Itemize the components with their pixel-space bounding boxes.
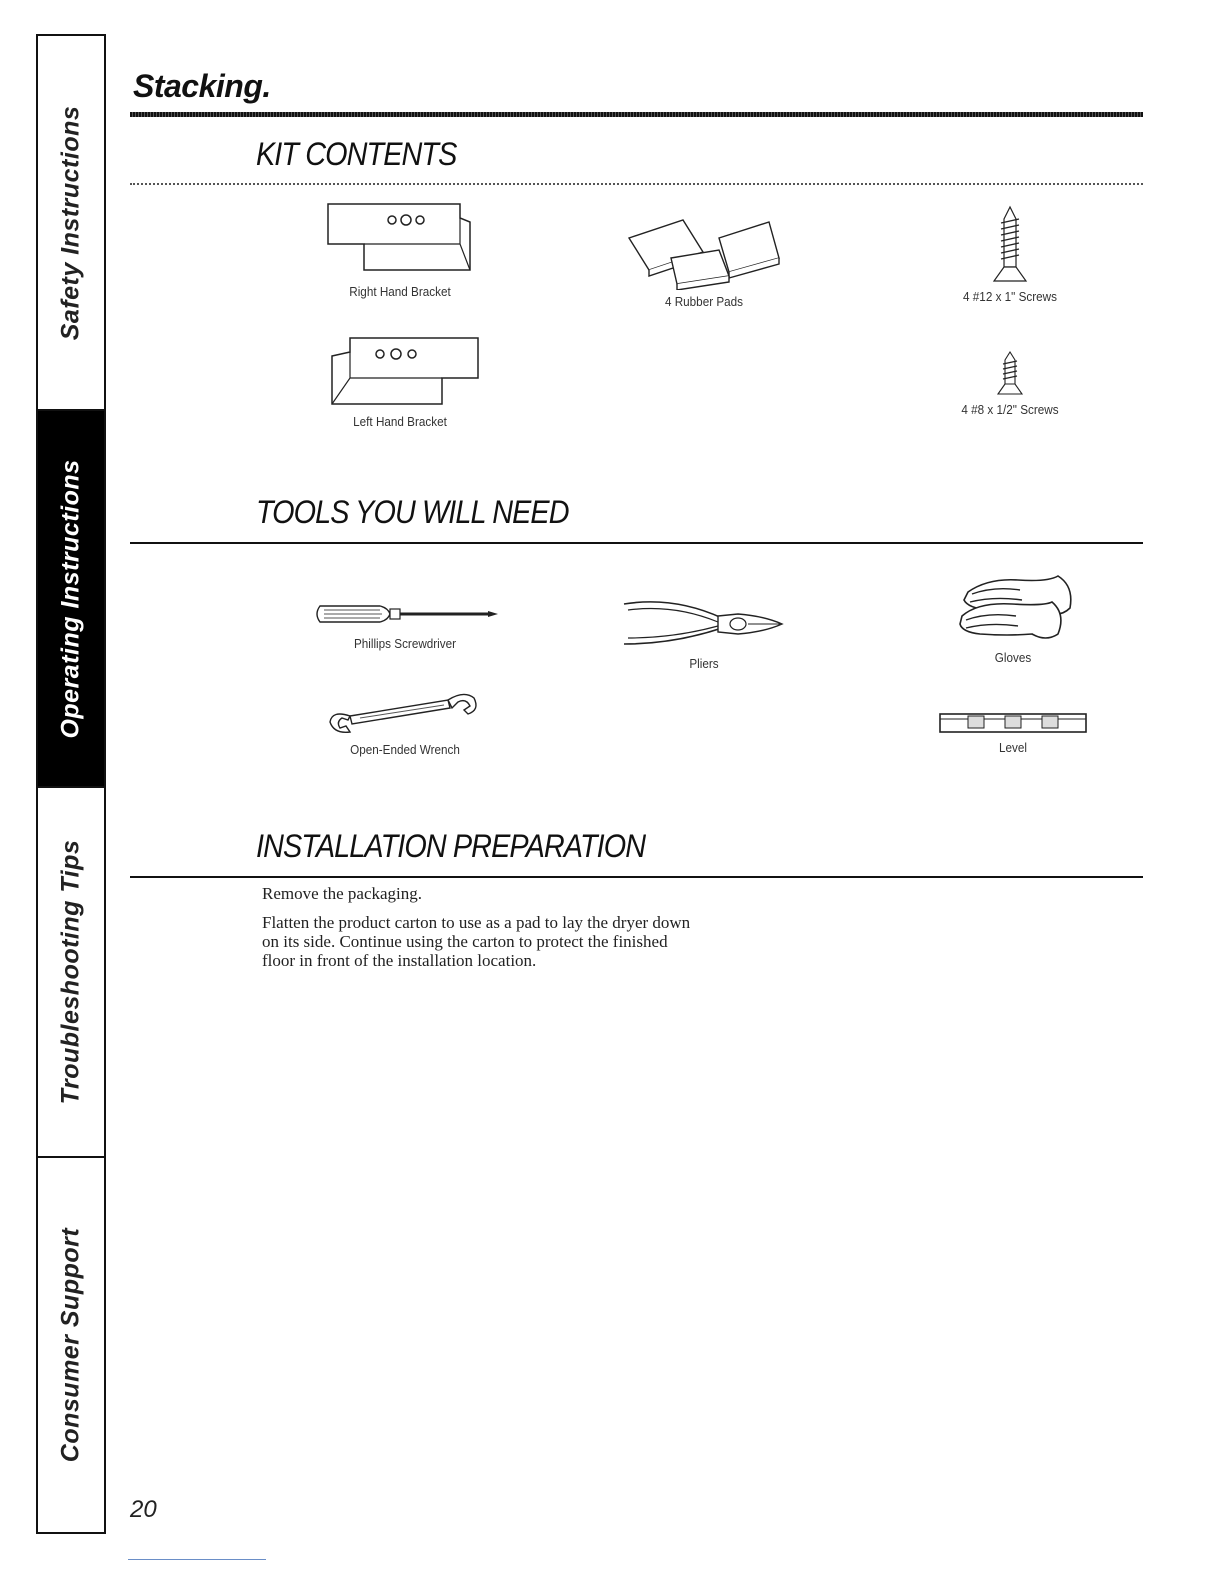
right-hand-bracket-caption: Right Hand Bracket [349, 284, 451, 299]
tab-label: Safety Instructions [56, 105, 85, 340]
gloves-icon [948, 572, 1078, 646]
left-hand-bracket-icon [320, 334, 480, 410]
tab-safety-instructions[interactable] [38, 36, 104, 411]
footer-line [128, 1559, 266, 1560]
pliers-item [608, 592, 800, 671]
level-item [930, 710, 1096, 755]
tab-consumer-support[interactable] [38, 1158, 104, 1532]
screwdriver-caption: Phillips Screwdriver [353, 636, 457, 651]
kit-contents-heading: KIT CONTENTS [256, 136, 457, 172]
pliers-icon [614, 592, 794, 652]
right-hand-bracket-item [310, 200, 490, 299]
tools-divider [130, 542, 1143, 544]
tab-troubleshooting-tips[interactable] [38, 788, 104, 1158]
small-screws-item [920, 350, 1100, 417]
level-caption: Level [999, 740, 1027, 755]
rubber-pads-item [612, 212, 796, 309]
tab-label: Operating Instructions [56, 458, 85, 739]
kit-contents-divider [130, 183, 1143, 185]
tab-operating-instructions[interactable] [38, 411, 104, 788]
title-divider [130, 112, 1143, 117]
wrench-caption: Open-Ended Wrench [350, 742, 460, 757]
gloves-item [930, 572, 1096, 665]
tools-heading: TOOLS YOU WILL NEED [256, 494, 569, 530]
left-hand-bracket-item [310, 334, 490, 429]
pliers-caption: Pliers [689, 656, 719, 671]
installation-body [262, 884, 692, 980]
page-title: Stacking. [133, 68, 271, 104]
tab-label: Consumer Support [56, 1227, 85, 1463]
phillips-screwdriver-item [305, 596, 505, 651]
tab-label: Troubleshooting Tips [56, 839, 85, 1105]
large-screws-item [920, 205, 1100, 304]
installation-heading: INSTALLATION PREPARATION [256, 828, 646, 864]
installation-divider [130, 876, 1143, 878]
left-hand-bracket-caption: Left Hand Bracket [353, 414, 447, 429]
page-number: 20 [130, 1496, 157, 1523]
open-ended-wrench-item [305, 688, 505, 757]
small-screw-icon [994, 350, 1026, 398]
large-screw-icon [990, 205, 1030, 285]
large-screws-caption: 4 #12 x 1" Screws [963, 289, 1057, 304]
installation-step-2: Flatten the product carton to use as a pad to lay the dryer down on its side. Continue using the carton to protect the finished floor in front of the installation location. [262, 913, 691, 970]
rubber-pads-icon [619, 212, 789, 290]
section-sidebar [36, 34, 106, 1534]
right-hand-bracket-icon [320, 200, 480, 280]
wrench-icon [320, 688, 490, 738]
gloves-caption: Gloves [994, 650, 1032, 665]
small-screws-caption: 4 #8 x 1/2" Screws [961, 402, 1059, 417]
level-icon [938, 710, 1088, 736]
installation-step-1: Remove the packaging. [262, 884, 423, 903]
rubber-pads-caption: 4 Rubber Pads [664, 294, 744, 309]
screwdriver-icon [310, 596, 500, 632]
